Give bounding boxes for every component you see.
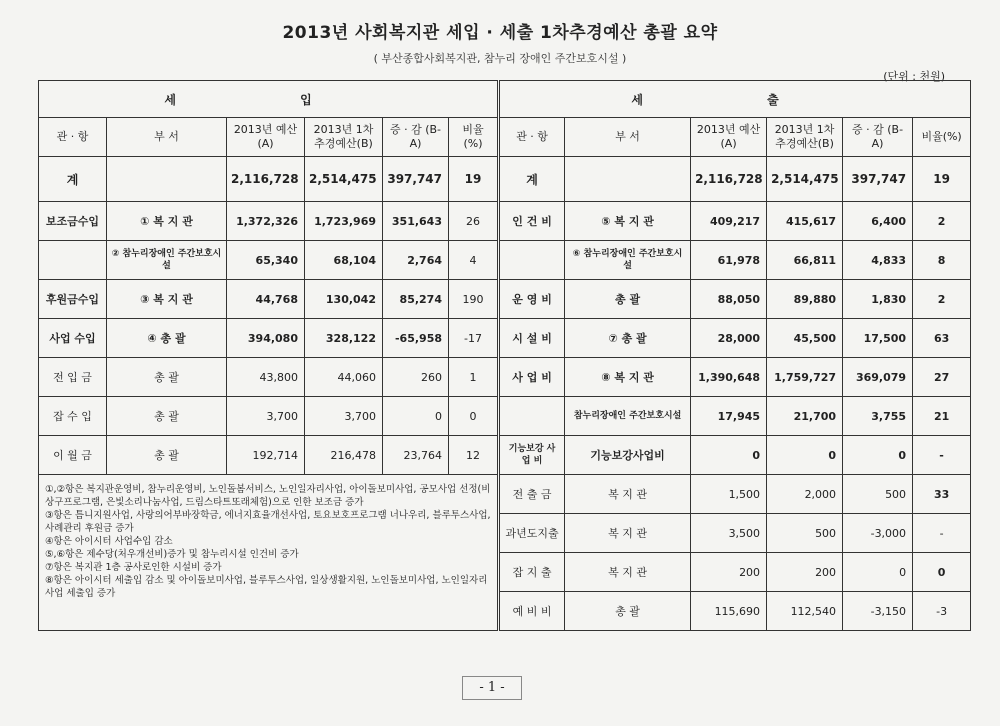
expense-budget-a: 409,217 — [691, 202, 767, 241]
income-budget-b: 44,060 — [305, 358, 383, 397]
table-row — [39, 319, 971, 358]
income-ratio: 26 — [449, 202, 499, 241]
table-row — [39, 358, 971, 397]
expense-budget-a: 1,500 — [691, 475, 767, 514]
expense-dept: 총 괄 — [565, 280, 691, 319]
income-budget-b: 216,478 — [305, 436, 383, 475]
expense-ratio: 2 — [913, 202, 971, 241]
expense-ratio: 0 — [913, 553, 971, 592]
expense-budget-a: 17,945 — [691, 397, 767, 436]
expense-ratio: - — [913, 514, 971, 553]
expense-total-b: 2,514,475 — [767, 157, 843, 202]
income-budget-a: 43,800 — [227, 358, 305, 397]
expense-budget-b: 112,540 — [767, 592, 843, 631]
expense-budget-a: 61,978 — [691, 241, 767, 280]
income-ratio: 1 — [449, 358, 499, 397]
expense-dept: 기능보강사업비 — [565, 436, 691, 475]
income-item: 후원금수입 — [39, 280, 107, 319]
income-budget-a: 192,714 — [227, 436, 305, 475]
table-row — [39, 436, 971, 475]
income-ratio: 4 — [449, 241, 499, 280]
income-budget-a: 65,340 — [227, 241, 305, 280]
expense-budget-a: 3,500 — [691, 514, 767, 553]
expense-dept: ⑥ 참누리장애인 주간보호시설 — [565, 241, 691, 280]
income-item: 잡 수 입 — [39, 397, 107, 436]
income-budget-a: 3,700 — [227, 397, 305, 436]
income-budget-b: 130,042 — [305, 280, 383, 319]
column-header: 관 · 항 — [39, 118, 107, 157]
expense-ratio: -3 — [913, 592, 971, 631]
column-header: 관 · 항 — [499, 118, 565, 157]
column-header: 비율(%) — [449, 118, 499, 157]
budget-summary-table — [38, 80, 971, 631]
expense-budget-b: 89,880 — [767, 280, 843, 319]
income-item — [39, 241, 107, 280]
table-row — [39, 280, 971, 319]
expense-section-header: 세 출 — [499, 81, 971, 118]
expense-diff: 500 — [843, 475, 913, 514]
note-line: ⑧항은 아이시터 세출입 감소 및 아이돌보미사업, 블루투스사업, 일상생활지원, 노인돌보미사업, 노인일자리사업 세출입 증가 — [45, 575, 488, 599]
column-header: 비율(%) — [913, 118, 971, 157]
income-total-diff: 397,747 — [383, 157, 449, 202]
expense-budget-a: 115,690 — [691, 592, 767, 631]
expense-dept: 총 괄 — [565, 592, 691, 631]
income-budget-a: 394,080 — [227, 319, 305, 358]
income-budget-b: 1,723,969 — [305, 202, 383, 241]
expense-ratio: 21 — [913, 397, 971, 436]
total-row — [39, 157, 971, 202]
income-item: 이 월 금 — [39, 436, 107, 475]
column-header: 부 서 — [107, 118, 227, 157]
note-line: ④항은 아이시터 사업수입 감소 — [45, 536, 173, 547]
expense-ratio: 33 — [913, 475, 971, 514]
income-ratio: 190 — [449, 280, 499, 319]
income-total-label: 계 — [39, 157, 107, 202]
expense-budget-a: 28,000 — [691, 319, 767, 358]
income-diff: 85,274 — [383, 280, 449, 319]
expense-item: 전 출 금 — [499, 475, 565, 514]
expense-budget-b: 45,500 — [767, 319, 843, 358]
expense-budget-a: 1,390,648 — [691, 358, 767, 397]
expense-diff: 1,830 — [843, 280, 913, 319]
table-row — [39, 202, 971, 241]
column-header: 증 · 감 (B-A) — [843, 118, 913, 157]
expense-dept: 복 지 관 — [565, 553, 691, 592]
income-budget-a: 44,768 — [227, 280, 305, 319]
unit-label: (단위 : 천원) — [883, 70, 945, 83]
income-dept: 총 괄 — [107, 436, 227, 475]
income-ratio: -17 — [449, 319, 499, 358]
expense-diff: 0 — [843, 436, 913, 475]
expense-total-a: 2,116,728 — [691, 157, 767, 202]
column-header: 2013년 1차 추경예산(B) — [305, 118, 383, 157]
expense-diff: -3,000 — [843, 514, 913, 553]
notes-block — [39, 475, 499, 631]
expense-item — [499, 241, 565, 280]
expense-budget-b: 1,759,727 — [767, 358, 843, 397]
expense-budget-b: 500 — [767, 514, 843, 553]
income-total-dept — [107, 157, 227, 202]
expense-diff: 4,833 — [843, 241, 913, 280]
expense-budget-b: 0 — [767, 436, 843, 475]
income-total-a: 2,116,728 — [227, 157, 305, 202]
expense-dept: ⑤ 복 지 관 — [565, 202, 691, 241]
income-item: 보조금수입 — [39, 202, 107, 241]
expense-budget-b: 2,000 — [767, 475, 843, 514]
expense-budget-b: 66,811 — [767, 241, 843, 280]
income-item: 사업 수입 — [39, 319, 107, 358]
income-dept: ② 참누리장애인 주간보호시설 — [107, 241, 227, 280]
expense-dept: 복 지 관 — [565, 475, 691, 514]
expense-item: 인 건 비 — [499, 202, 565, 241]
income-total-b: 2,514,475 — [305, 157, 383, 202]
page-title: 2013년 사회복지관 세입 · 세출 1차추경예산 총괄 요약 — [282, 23, 718, 43]
expense-budget-b: 415,617 — [767, 202, 843, 241]
expense-budget-a: 88,050 — [691, 280, 767, 319]
expense-budget-b: 21,700 — [767, 397, 843, 436]
expense-ratio: 63 — [913, 319, 971, 358]
table-row — [39, 241, 971, 280]
income-item: 전 입 금 — [39, 358, 107, 397]
page-subtitle: ( 부산종합사회복지관, 참누리 장애인 주간보호시설 ) — [373, 52, 627, 65]
expense-item: 운 영 비 — [499, 280, 565, 319]
expense-budget-a: 0 — [691, 436, 767, 475]
note-line: ⑤,⑥항은 제수당(처우개선비)증가 및 참누리시설 인건비 증가 — [45, 549, 299, 560]
column-header: 증 · 감 (B-A) — [383, 118, 449, 157]
expense-dept: 복 지 관 — [565, 514, 691, 553]
income-section-header: 세 입 — [39, 81, 499, 118]
expense-item: 예 비 비 — [499, 592, 565, 631]
income-dept: ③ 복 지 관 — [107, 280, 227, 319]
expense-item: 사 업 비 — [499, 358, 565, 397]
expense-diff: -3,150 — [843, 592, 913, 631]
expense-diff: 369,079 — [843, 358, 913, 397]
expense-budget-a: 200 — [691, 553, 767, 592]
note-line: ③항은 틈니지원사업, 사랑의어부바장학금, 에너지효율개선사업, 토요보호프로그램 너나우리, 블루투스사업, 사례관리 후원금 증가 — [45, 510, 491, 534]
income-ratio: 0 — [449, 397, 499, 436]
note-line: ①,②항은 복지관운영비, 참누리운영비, 노인돌봄서비스, 노인일자리사업, 아이돌보미사업, 공모사업 선정(비상구프로그램, 은빛소리나눔사업, 드림스타트또래체험)으로 인한 보조금 증가 — [45, 484, 491, 508]
income-budget-b: 3,700 — [305, 397, 383, 436]
expense-diff: 0 — [843, 553, 913, 592]
income-dept: ④ 총 괄 — [107, 319, 227, 358]
expense-total-diff: 397,747 — [843, 157, 913, 202]
income-ratio: 12 — [449, 436, 499, 475]
income-total-ratio: 19 — [449, 157, 499, 202]
expense-total-ratio: 19 — [913, 157, 971, 202]
income-diff: 23,764 — [383, 436, 449, 475]
note-line: ⑦항은 복지관 1층 공사로인한 시설비 증가 — [45, 562, 222, 573]
income-dept: 총 괄 — [107, 358, 227, 397]
expense-budget-b: 200 — [767, 553, 843, 592]
column-header: 2013년 1차 추경예산(B) — [767, 118, 843, 157]
expense-dept: ⑦ 총 괄 — [565, 319, 691, 358]
income-budget-b: 68,104 — [305, 241, 383, 280]
expense-item: 과년도지출 — [499, 514, 565, 553]
expense-dept: ⑧ 복 지 관 — [565, 358, 691, 397]
expense-ratio: 8 — [913, 241, 971, 280]
income-dept: 총 괄 — [107, 397, 227, 436]
income-diff: 351,643 — [383, 202, 449, 241]
expense-diff: 17,500 — [843, 319, 913, 358]
income-diff: -65,958 — [383, 319, 449, 358]
expense-diff: 3,755 — [843, 397, 913, 436]
expense-total-dept — [565, 157, 691, 202]
column-header: 2013년 예산 (A) — [691, 118, 767, 157]
table-row — [39, 475, 971, 514]
expense-diff: 6,400 — [843, 202, 913, 241]
expense-ratio: 27 — [913, 358, 971, 397]
income-diff: 0 — [383, 397, 449, 436]
income-budget-a: 1,372,326 — [227, 202, 305, 241]
income-dept: ① 복 지 관 — [107, 202, 227, 241]
expense-item: 시 설 비 — [499, 319, 565, 358]
expense-dept: 참누리장애인 주간보호시설 — [565, 397, 691, 436]
income-diff: 2,764 — [383, 241, 449, 280]
expense-total-label: 계 — [499, 157, 565, 202]
income-diff: 260 — [383, 358, 449, 397]
column-header: 2013년 예산 (A) — [227, 118, 305, 157]
table-row — [39, 397, 971, 436]
income-budget-b: 328,122 — [305, 319, 383, 358]
expense-item: 기능보강 사 업 비 — [499, 436, 565, 475]
column-header: 부 서 — [565, 118, 691, 157]
expense-item: 잡 지 출 — [499, 553, 565, 592]
expense-ratio: 2 — [913, 280, 971, 319]
expense-item — [499, 397, 565, 436]
expense-ratio: - — [913, 436, 971, 475]
page-number: - 1 - — [462, 676, 522, 700]
